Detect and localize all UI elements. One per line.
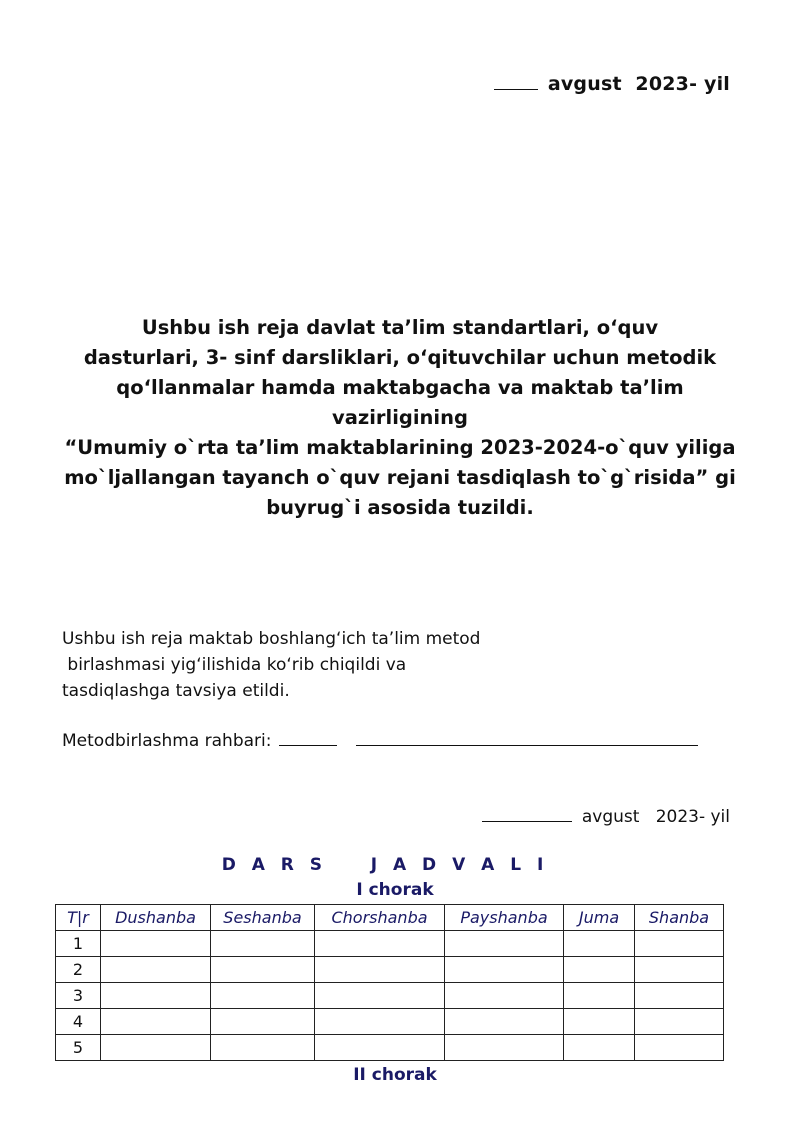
- approval-line: birlashmasi yig‘ilishida ko‘rib chiqildi va: [62, 655, 407, 675]
- table-cell: [445, 931, 564, 957]
- table-cell: [211, 1009, 315, 1035]
- row-number: 3: [56, 983, 101, 1009]
- statement-line: vazirligining: [332, 406, 468, 429]
- table-cell: [315, 931, 445, 957]
- table-cell: [315, 957, 445, 983]
- table-cell: [211, 931, 315, 957]
- table-row: [56, 931, 724, 957]
- table-row: [56, 983, 724, 1009]
- table-cell: [564, 1009, 635, 1035]
- statement-paragraph: [60, 313, 740, 523]
- column-header: Juma: [564, 905, 635, 931]
- table-cell: [445, 1035, 564, 1061]
- table-cell: [101, 1009, 211, 1035]
- day-blank: [494, 89, 538, 90]
- table-cell: [315, 1009, 445, 1035]
- statement-line: qo‘llanmalar hamda maktabgacha va maktab ta’lim: [116, 376, 684, 399]
- top-date-line: [494, 73, 730, 95]
- table-cell: [564, 931, 635, 957]
- table-row: [56, 1009, 724, 1035]
- column-header: Shanba: [635, 905, 724, 931]
- schedule-title: D A R S J A D V A L I: [221, 855, 549, 875]
- signature-blank: [279, 745, 337, 746]
- table-cell: [564, 983, 635, 1009]
- table-cell: [445, 1009, 564, 1035]
- table-cell: [101, 1035, 211, 1061]
- table-cell: [315, 1035, 445, 1061]
- column-header: Chorshanba: [315, 905, 445, 931]
- table-cell: [101, 957, 211, 983]
- top-date-month: avgust: [547, 73, 622, 95]
- approval-line: tasdiqlashga tavsiya etildi.: [62, 681, 290, 701]
- day-blank: [482, 821, 572, 822]
- top-date-year: 2023- yil: [635, 73, 730, 95]
- table-cell: [564, 957, 635, 983]
- column-header: T|r: [56, 905, 101, 931]
- row-number: 1: [56, 931, 101, 957]
- bottom-date-month: avgust: [581, 807, 640, 827]
- table-cell: [211, 1035, 315, 1061]
- table-cell: [211, 957, 315, 983]
- table-cell: [211, 983, 315, 1009]
- table-cell: [635, 931, 724, 957]
- head-label: Metodbirlashma rahbari:: [62, 731, 272, 751]
- table-cell: [445, 983, 564, 1009]
- table-cell: [635, 983, 724, 1009]
- table-row: [56, 1035, 724, 1061]
- table-cell: [101, 983, 211, 1009]
- statement-line: “Umumiy o`rta ta’lim maktablarining 2023-2024-o`quv yiliga: [64, 436, 736, 459]
- column-header: Seshanba: [211, 905, 315, 931]
- row-number: 4: [56, 1009, 101, 1035]
- statement-line: buyrug`i asosida tuzildi.: [266, 496, 534, 519]
- table-cell: [445, 957, 564, 983]
- statement-line: dasturlari, 3- sinf darsliklari, o‘qituvchilar uchun metodik: [83, 346, 717, 369]
- statement-line: mo`ljallangan tayanch o`quv rejani tasdiqlash to`g`risida” gi: [64, 466, 736, 489]
- table-header-row: [56, 905, 724, 931]
- timetable: [55, 904, 724, 1061]
- table-cell: [635, 1009, 724, 1035]
- bottom-date-line: [482, 807, 730, 827]
- row-number: 5: [56, 1035, 101, 1061]
- quarter-1-heading: I chorak: [356, 880, 434, 900]
- column-header: Payshanba: [445, 905, 564, 931]
- bottom-date-year: 2023- yil: [655, 807, 730, 827]
- quarter-2-heading: II chorak: [353, 1065, 437, 1085]
- column-header: Dushanba: [101, 905, 211, 931]
- row-number: 2: [56, 957, 101, 983]
- table-row: [56, 957, 724, 983]
- statement-line: Ushbu ish reja davlat ta’lim standartlari, o‘quv: [141, 316, 659, 339]
- table-cell: [564, 1035, 635, 1061]
- name-blank: [356, 745, 698, 746]
- approval-line: Ushbu ish reja maktab boshlang‘ich ta’lim metod: [62, 629, 481, 649]
- approval-paragraph: [62, 626, 480, 704]
- table-cell: [635, 957, 724, 983]
- head-signature-line: [62, 731, 708, 751]
- table-cell: [635, 1035, 724, 1061]
- table-cell: [315, 983, 445, 1009]
- table-cell: [101, 931, 211, 957]
